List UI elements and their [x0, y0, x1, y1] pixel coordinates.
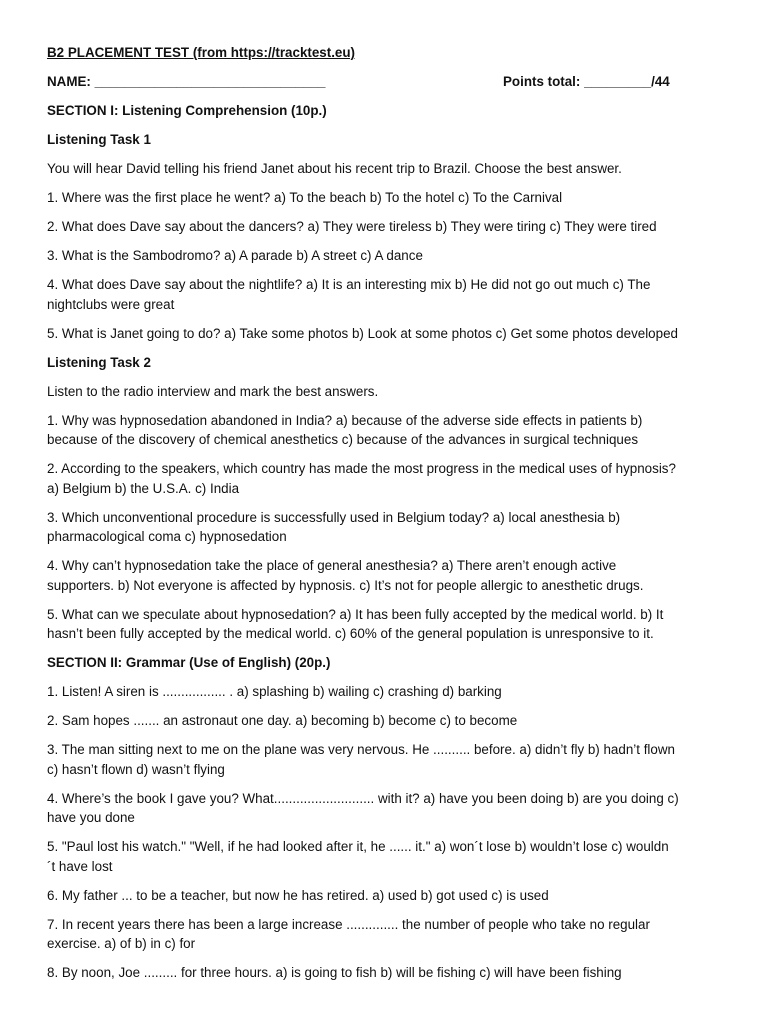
grammar-question-5-line-1: 5. "Paul lost his watch." "Well, if he had looked after it, he ...... it." a) won´t lose b) wouldn’t lose c) wouldn [47, 839, 669, 854]
grammar-question-3-line-2: c) hasn’t flown d) wasn’t flying [47, 761, 225, 777]
grammar-question-3-line-1: 3. The man sitting next to me on the plane was very nervous. He .......... before. a) didn’t fly b) hadn’t flown [47, 742, 675, 757]
task-1-question-4-line-1: 4. What does Dave say about the nightlife? a) It is an interesting mix b) He did not go out much c) The [47, 277, 651, 292]
task-2-question-3-line-2: pharmacological coma c) hypnosedation [47, 529, 287, 544]
name-points-row [47, 72, 727, 92]
task-2-question-5 [47, 605, 727, 644]
grammar-question-5-line-2: ´t have lost [47, 858, 113, 874]
grammar-question-6: 6. My father ... to be a teacher, but now he has retired. a) used b) got used c) is used [47, 887, 549, 903]
task-2-question-4-line-1: 4. Why can’t hypnosedation take the place of general anesthesia? a) There aren’t enough active [47, 558, 617, 573]
task-2-intro: Listen to the radio interview and mark the best answers. [47, 383, 379, 399]
task-2-question-1-line-1: 1. Why was hypnosedation abandoned in India? a) because of the adverse side effects in patients b) [47, 412, 643, 428]
document-title: B2 PLACEMENT TEST (from https://tracktest.eu) [47, 45, 356, 60]
task-2-question-5-line-2: hasn’t been fully accepted by the medical world. c) 60% of the general population is unresponsive to it. [47, 626, 654, 641]
task-1-intro: You will hear David telling his friend Janet about his recent trip to Brazil. Choose the best answer. [47, 161, 622, 176]
listening-task-1-heading: Listening Task 1 [47, 132, 151, 147]
points-total-label: Points total: _________/44 [503, 74, 670, 89]
task-1-question-5: 5. What is Janet going to do? a) Take some photos b) Look at some photos c) Get some photos developed [47, 325, 678, 341]
task-2-question-2-line-1: 2. According to the speakers, which country has made the most progress in the medical uses of hypnosis? [47, 461, 676, 476]
task-2-question-1-line-2: because of the discovery of chemical anesthetics c) because of the advances in surgical techniques [47, 432, 639, 447]
grammar-question-4 [47, 789, 727, 828]
task-1-question-4-line-2: nightclubs were great [47, 296, 175, 312]
grammar-question-1: 1. Listen! A siren is ................. . a) splashing b) wailing c) crashing d) barking [47, 684, 502, 699]
name-field-label: NAME: _______________________________ [47, 74, 326, 89]
task-2-question-2-line-2: a) Belgium b) the U.S.A. c) India [47, 480, 240, 496]
section-1-heading: SECTION I: Listening Comprehension (10p.) [47, 103, 327, 118]
document-page [47, 43, 727, 983]
grammar-question-4-line-1: 4. Where’s the book I gave you? What........................... with it? a) have you been doing b) are you doing c) [47, 790, 679, 806]
grammar-question-8: 8. By noon, Joe ......... for three hours. a) is going to fish b) will be fishing c) will have been fishing [47, 965, 622, 980]
grammar-question-7-line-2: exercise. a) of b) in c) for [47, 936, 196, 951]
task-2-question-2 [47, 459, 727, 498]
task-2-question-3-line-1: 3. Which unconventional procedure is successfully used in Belgium today? a) local anesthesia b) [47, 509, 621, 525]
task-2-question-3 [47, 508, 727, 547]
task-1-question-2: 2. What does Dave say about the dancers? a) They were tireless b) They were tiring c) They were tired [47, 219, 657, 234]
grammar-question-3 [47, 740, 727, 779]
task-2-question-5-line-1: 5. What can we speculate about hypnosedation? a) It has been fully accepted by the medical world. b) It [47, 606, 664, 622]
grammar-question-7-line-1: 7. In recent years there has been a large increase .............. the number of people who take no regular [47, 916, 650, 932]
task-1-question-3: 3. What is the Sambodromo? a) A parade b) A street c) A dance [47, 248, 423, 263]
task-2-question-4 [47, 556, 727, 595]
grammar-question-5 [47, 837, 727, 876]
task-2-question-1 [47, 411, 727, 450]
listening-task-2-heading: Listening Task 2 [47, 354, 151, 370]
task-1-question-4 [47, 275, 727, 314]
task-2-question-4-line-2: supporters. b) Not everyone is affected by hypnosis. c) It’s not for people allergic to anesthetic drugs. [47, 577, 644, 593]
grammar-question-4-line-2: have you done [47, 810, 135, 825]
grammar-question-2: 2. Sam hopes ....... an astronaut one day. a) becoming b) become c) to become [47, 713, 518, 728]
grammar-question-7 [47, 915, 727, 954]
section-2-heading: SECTION II: Grammar (Use of English) (20p.) [47, 655, 331, 670]
task-1-question-1: 1. Where was the first place he went? a) To the beach b) To the hotel c) To the Carnival [47, 190, 563, 205]
